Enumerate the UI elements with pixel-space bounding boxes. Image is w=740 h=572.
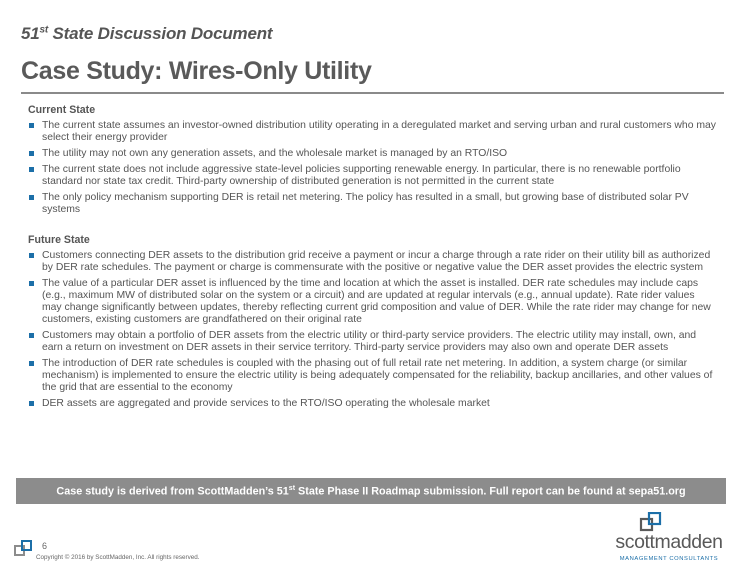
list-item xyxy=(28,120,716,144)
list-item xyxy=(28,250,716,274)
square-bullet-icon xyxy=(29,123,34,128)
future-state-list xyxy=(28,250,716,410)
list-item-text: The value of a particular DER asset is influenced by the time and location at which the asset is installed. DER rate schedules may include caps (e.g., maximum MW of distributed solar on the system or a circuit) and are updated at regular intervals (e.g., annual update). Rate rider values may change significantly between updates, thereby reflecting current grid composition and value of DER. While the rate rider may change for new customers, existing customers are grandfathered on their original rate xyxy=(42,277,711,326)
square-bullet-icon xyxy=(29,195,34,200)
list-item xyxy=(28,164,716,188)
section-spacer xyxy=(28,220,716,234)
list-item xyxy=(28,330,716,354)
banner-superscript: st xyxy=(288,484,296,492)
square-bullet-icon xyxy=(29,333,34,338)
banner-text xyxy=(56,485,685,498)
future-state-heading: Future State xyxy=(28,233,90,246)
square-bullet-icon xyxy=(29,151,34,156)
square-bullet-icon xyxy=(29,253,34,258)
list-item-text: Customers connecting DER assets to the distribution grid receive a payment or incur a charge through a rate rider on their utility bill as authorized by DER rate schedules. The payment or charge is commensurate with the positive or negative value the DER asset provides the electric system xyxy=(42,249,711,274)
subtitle-number: 51 xyxy=(21,24,40,43)
list-item-text: DER assets are aggregated and provide services to the RTO/ISO operating the wholesale market xyxy=(42,398,490,410)
main-content xyxy=(28,104,716,414)
banner-text-start: Case study is derived from ScottMadden’s 51 xyxy=(56,485,289,498)
list-item xyxy=(28,192,716,216)
list-item xyxy=(28,278,716,327)
small-scottmadden-icon xyxy=(14,540,34,560)
list-item xyxy=(28,148,716,160)
list-item xyxy=(28,358,716,395)
page-title: Case Study: Wires-Only Utility xyxy=(21,57,372,85)
document-subtitle xyxy=(21,24,272,44)
logo-name: scottmadden xyxy=(615,531,723,553)
banner-text-end: State Phase II Roadmap submission. Full report can be found at sepa51.org xyxy=(295,485,686,498)
current-state-heading: Current State xyxy=(28,104,96,116)
list-item-text: The current state assumes an investor-owned distribution utility operating in a deregulated market and serving urban and rural customers who may select their energy provider xyxy=(42,120,717,144)
scottmadden-logo xyxy=(611,512,727,568)
title-divider xyxy=(21,92,724,94)
list-item-text: The utility may not own any generation assets, and the wholesale market is managed by an RTO/ISO xyxy=(42,148,508,160)
list-item-text: Customers may obtain a portfolio of DER assets from the electric utility or third-party service providers. The electric utility may install, own, and earn a return on investment on DER assets in their service territory. Third-party service providers may also own and operate DER assets xyxy=(42,330,697,354)
list-item-text: The introduction of DER rate schedules is coupled with the phasing out of full retail rate net metering. In addition, a system charge (or similar mechanism) is implemented to ensure the electric utility is being adequately compensated for the reliability, backup ancillaries, and other values of the grid that are essential to the economy xyxy=(42,357,713,394)
current-state-list xyxy=(28,120,716,216)
list-item-text: The only policy mechanism supporting DER is retail net metering. The policy has resulted in a small, but growing base of distributed solar PV systems xyxy=(42,191,689,215)
logo-tagline: MANAGEMENT CONSULTANTS xyxy=(619,556,719,562)
list-item-text: The current state does not include aggressive state-level policies supporting renewable energy. In particular, there is no renewable portfolio standard nor state tax credit. Third-party ownership of distributed generation is not permitted in the current state xyxy=(42,163,681,188)
copyright-text: Copyright © 2016 by ScottMadden, Inc. All rights reserved. xyxy=(36,554,200,561)
square-bullet-icon xyxy=(29,361,34,366)
source-banner xyxy=(16,478,726,504)
page-number: 6 xyxy=(42,541,48,551)
subtitle-text: State Discussion Document xyxy=(48,24,273,43)
scottmadden-squares-icon xyxy=(639,512,663,532)
list-item xyxy=(28,398,716,410)
square-bullet-icon xyxy=(29,281,34,286)
square-bullet-icon xyxy=(29,401,34,406)
square-bullet-icon xyxy=(29,167,34,172)
subtitle-superscript: st xyxy=(39,24,49,36)
